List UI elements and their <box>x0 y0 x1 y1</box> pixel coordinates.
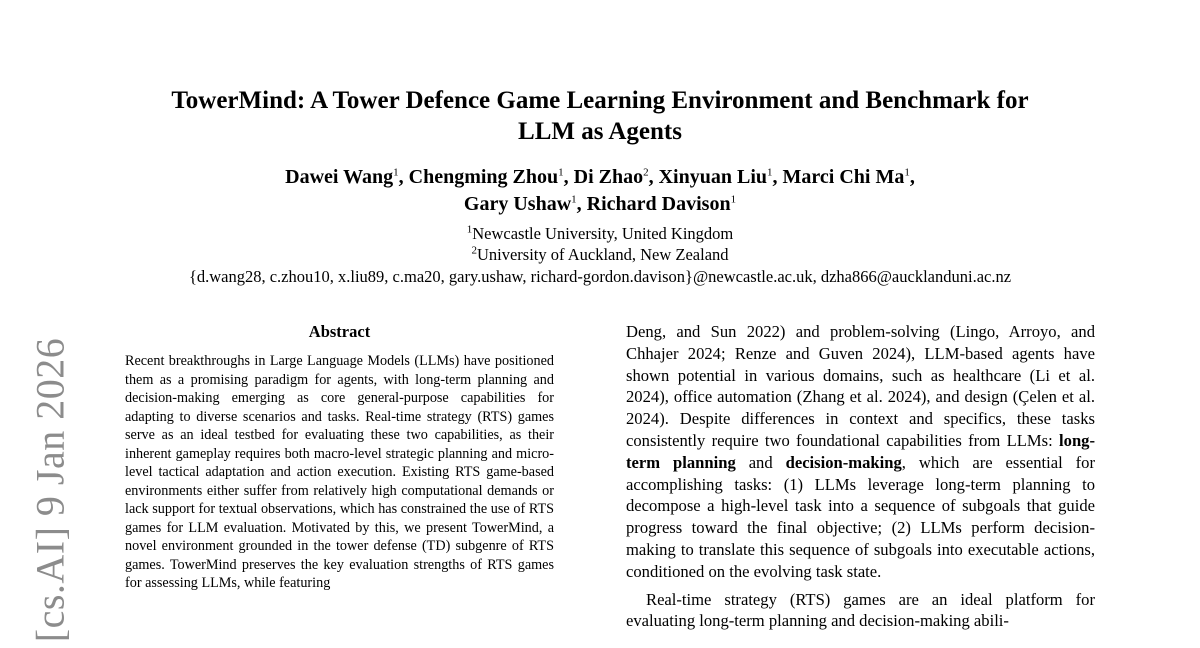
author-name: Chengming Zhou <box>408 166 559 188</box>
intro-text: , which are essential for accomplishing tasks: (1) LLMs leverage long-term planning to decompose a high-level task into a sequence of subgoals that guide progress toward the final objective; (2) LLMs perform decision-making to translate this sequence of subgoals into executable actions, conditioned on the evolving task state. <box>626 452 1095 581</box>
author-affiliation-mark: 1 <box>730 193 737 206</box>
affiliation-text: Newcastle University, United Kingdom <box>472 224 734 243</box>
author-separator: , <box>648 166 659 188</box>
bold-term-decision-making: decision-making <box>785 452 902 472</box>
affiliation-text: University of Auckland, New Zealand <box>476 245 729 264</box>
affiliation-1 <box>100 223 1100 244</box>
author-name: Richard Davison <box>586 193 731 215</box>
abstract-heading: Abstract <box>308 322 371 341</box>
author-name: Di Zhao <box>573 166 644 188</box>
introduction-column <box>626 321 1095 632</box>
author-line-1 <box>100 164 1100 191</box>
author-name: Gary Ushaw <box>463 193 572 215</box>
intro-paragraph-2: Real-time strategy (RTS) games are an ideal platform for evaluating long-term planning and decision-making abili- <box>626 589 1095 631</box>
author-emails: {d.wang28, c.zhou10, x.liu89, c.ma20, gary.ushaw, richard-gordon.davison}@newcastle.ac.uk, dzha866@aucklanduni.ac.nz <box>188 267 1012 286</box>
affiliation-2 <box>100 244 1100 265</box>
intro-text: Deng, and Sun 2022) and problem-solving (Lingo, Arroyo, and Chhajer 2024; Renze and Guven 2024), LLM-based agents have shown potential in various domains, such as healthcare (Li et al. 2024), office automation (Zhang et al. 2024), and design (Çelen et al. 2024). Despite differences in context and specifics, these tasks consistently require two foundational capabilities from LLMs: <box>626 322 1095 450</box>
bold-term-long-term-planning: long-term planning <box>626 430 1095 472</box>
author-affiliation-mark: 1 <box>767 166 773 179</box>
author-affiliation-mark: 1 <box>558 166 564 179</box>
affiliation-mark: 1 <box>466 223 473 236</box>
author-affiliation-mark: 2 <box>643 166 649 179</box>
author-name: Xinyuan Liu <box>658 166 767 188</box>
intro-paragraph-1 <box>626 321 1095 583</box>
paper-title <box>100 85 1100 147</box>
author-affiliation-mark: 1 <box>393 166 399 179</box>
affiliation-mark: 2 <box>471 244 477 257</box>
author-list <box>100 164 1100 218</box>
author-separator: , <box>772 166 783 188</box>
author-name: Marci Chi Ma <box>782 166 905 188</box>
author-separator: , <box>563 166 574 188</box>
author-separator: , <box>398 166 409 188</box>
title-line-1: TowerMind: A Tower Defence Game Learning Environment and Benchmark for <box>171 87 1029 114</box>
author-separator: , <box>909 166 915 188</box>
abstract-text: Recent breakthroughs in Large Language Models (LLMs) have positioned them as a promising paradigm for agents, with long-term planning and decision-making emerging as core general-purpose capabilities for adapting to diverse scenarios and tasks. Real-time strategy (RTS) games serve as an ideal testbed for evaluating these two capabilities, as their inherent gameplay requires both macro-level strategic planning and micro-level tactical adaptation and action execution. Existing RTS game-based environments either suffer from relatively high computational demands or lack support for textual observations, which has constrained the use of RTS games for LLM evaluation. Motivated by this, we present TowerMind, a novel environment grounded in the tower defense (TD) subgenre of RTS games. TowerMind preserves the key evaluation strengths of RTS games for assessing LLMs, while featuring <box>125 353 554 591</box>
author-affiliation-mark: 1 <box>904 166 910 179</box>
author-affiliation-mark: 1 <box>571 193 577 206</box>
title-line-2: LLM as Agents <box>518 118 682 145</box>
arxiv-stamp: [cs.AI] 9 Jan 2026 <box>27 337 73 643</box>
author-separator: , <box>576 193 587 215</box>
author-line-2 <box>100 191 1100 218</box>
author-name: Dawei Wang <box>285 166 394 188</box>
intro-text: and <box>735 452 786 472</box>
